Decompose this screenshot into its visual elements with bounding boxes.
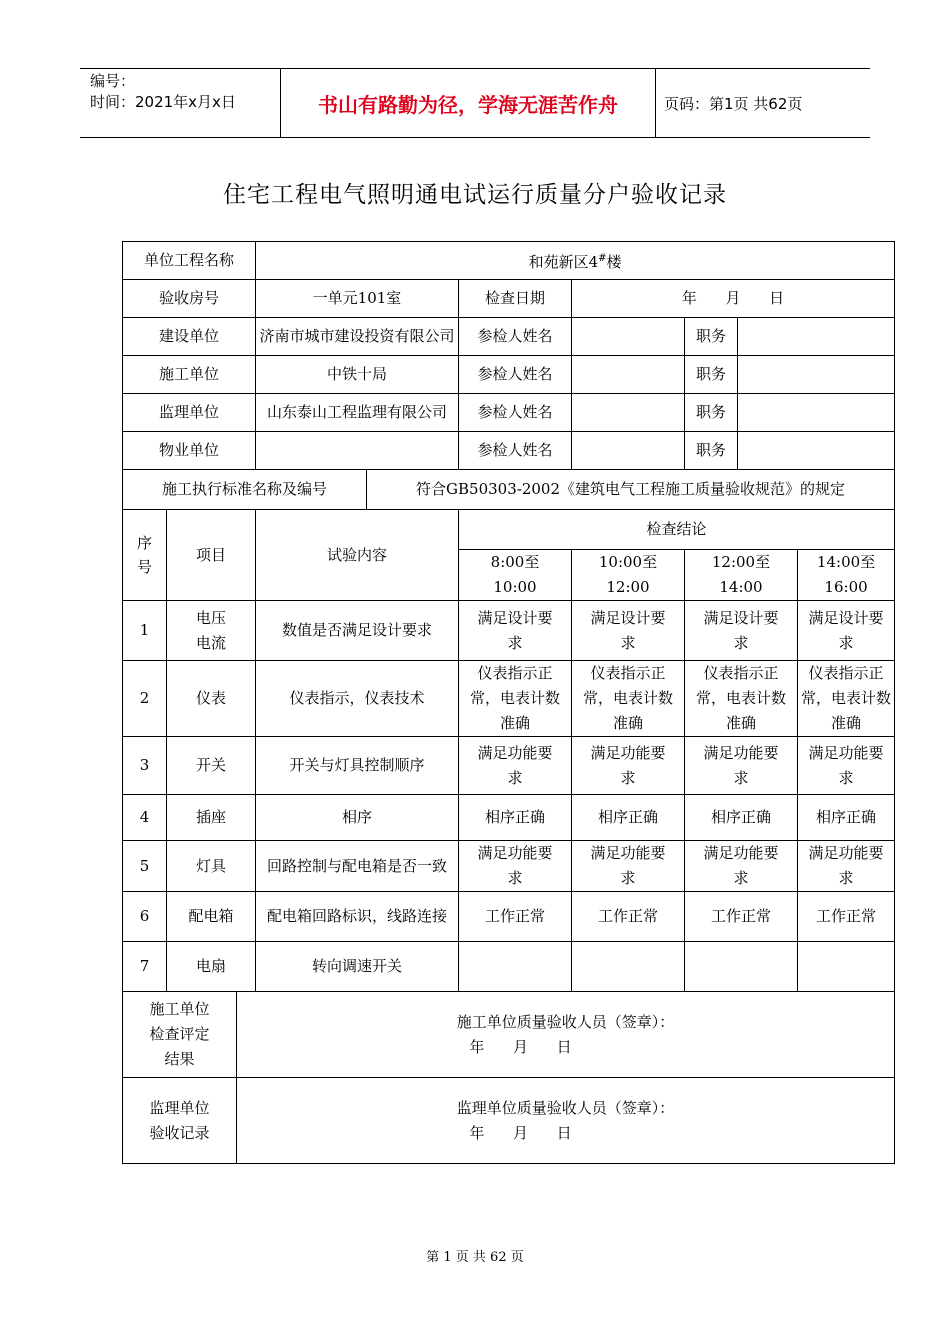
row-result: [459, 942, 572, 992]
time-slot: 10:00至 12:00: [572, 550, 685, 601]
inspector-value: [572, 432, 685, 470]
row-result: [798, 942, 895, 992]
inspector-label: 参检人姓名: [459, 318, 572, 356]
check-row: [123, 601, 895, 661]
position-value: [738, 432, 895, 470]
unit-label: 建设单位: [123, 318, 256, 356]
header-meta: [80, 69, 280, 137]
row-result: 满足功能要求: [685, 841, 798, 892]
col-item-header: 项目: [167, 510, 256, 601]
supervision-signoff-row: [123, 1078, 895, 1164]
time-slot: 12:00至 14:00: [685, 550, 798, 601]
project-row: [123, 242, 895, 280]
position-value: [738, 394, 895, 432]
row-result: 满足功能要求: [798, 841, 895, 892]
check-rows: [123, 601, 895, 992]
inspector-value: [572, 318, 685, 356]
inspector-label: 参检人姓名: [459, 394, 572, 432]
check-row: [123, 841, 895, 892]
row-result: 工作正常: [572, 892, 685, 942]
row-result: 相序正确: [685, 795, 798, 841]
row-no: 6: [123, 892, 167, 942]
room-label: 验收房号: [123, 280, 256, 318]
row-content: 仪表指示，仪表技术: [256, 661, 459, 737]
row-result: 满足功能要求: [459, 841, 572, 892]
inspector-label: 参检人姓名: [459, 356, 572, 394]
row-result: 仪表指示正常，电表计数准确: [459, 661, 572, 737]
row-result: 满足功能要求: [798, 737, 895, 795]
unit-value: [256, 432, 459, 470]
time-label: 时间：2021年x月x日: [90, 93, 236, 111]
row-content: 配电箱回路标识，线路连接: [256, 892, 459, 942]
row-result: 满足设计要求: [685, 601, 798, 661]
row-item: 插座: [167, 795, 256, 841]
row-result: 满足功能要求: [572, 841, 685, 892]
unit-label: 施工单位: [123, 356, 256, 394]
date-value: 年 月 日: [572, 280, 895, 318]
row-result: [572, 942, 685, 992]
check-row: [123, 795, 895, 841]
row-result: [685, 942, 798, 992]
row-result: 工作正常: [459, 892, 572, 942]
row-result: 仪表指示正常，电表计数准确: [798, 661, 895, 737]
row-content: 开关与灯具控制顺序: [256, 737, 459, 795]
time-slot: 8:00至 10:00: [459, 550, 572, 601]
position-label: 职务: [685, 394, 738, 432]
check-row: [123, 661, 895, 737]
position-label: 职务: [685, 318, 738, 356]
date-label: 检查日期: [459, 280, 572, 318]
unit-row: [123, 318, 895, 356]
row-content: 数值是否满足设计要求: [256, 601, 459, 661]
row-result: 满足功能要求: [459, 737, 572, 795]
number-label: 编号：: [90, 72, 136, 90]
supervision-signature: 监理单位质量验收人员（签章）： 年 月 日: [237, 1078, 895, 1164]
col-result-header: 检查结论: [459, 510, 895, 550]
position-label: 职务: [685, 432, 738, 470]
row-content: 回路控制与配电箱是否一致: [256, 841, 459, 892]
record-table: [122, 241, 895, 1164]
page-footer: 第 1 页 共 62 页: [426, 1250, 524, 1265]
row-content: 转向调速开关: [256, 942, 459, 992]
row-item: 灯具: [167, 841, 256, 892]
unit-value: 山东泰山工程监理有限公司: [256, 394, 459, 432]
inspector-value: [572, 356, 685, 394]
construction-signature: 施工单位质量验收人员（签章）： 年 月 日: [237, 992, 895, 1078]
row-no: 5: [123, 841, 167, 892]
page-title: 住宅工程电气照明通电试运行质量分户验收记录: [223, 182, 727, 208]
row-result: 满足设计要求: [572, 601, 685, 661]
unit-row: [123, 356, 895, 394]
row-result: 满足功能要求: [572, 737, 685, 795]
row-result: 相序正确: [798, 795, 895, 841]
position-label: 职务: [685, 356, 738, 394]
header-motto: 书山有路勤为径，学海无涯苦作舟: [280, 69, 656, 137]
row-no: 2: [123, 661, 167, 737]
supervision-label: 监理单位验收记录: [123, 1078, 237, 1164]
row-no: 3: [123, 737, 167, 795]
row-result: 工作正常: [685, 892, 798, 942]
row-item: 仪表: [167, 661, 256, 737]
check-row: [123, 942, 895, 992]
position-value: [738, 318, 895, 356]
unit-row: [123, 432, 895, 470]
col-content-header: 试验内容: [256, 510, 459, 601]
col-no-header: 序号: [123, 510, 167, 601]
row-result: 仪表指示正常，电表计数准确: [685, 661, 798, 737]
construction-label: 施工单位检查评定结果: [123, 992, 237, 1078]
row-result: 满足设计要求: [798, 601, 895, 661]
check-row: [123, 737, 895, 795]
row-no: 7: [123, 942, 167, 992]
check-row: [123, 892, 895, 942]
row-item: 电压电流: [167, 601, 256, 661]
row-no: 4: [123, 795, 167, 841]
row-item: 开关: [167, 737, 256, 795]
unit-row: [123, 394, 895, 432]
unit-label: 物业单位: [123, 432, 256, 470]
row-item: 电扇: [167, 942, 256, 992]
row-item: 配电箱: [167, 892, 256, 942]
checks-header-row: [123, 510, 895, 550]
row-content: 相序: [256, 795, 459, 841]
row-result: 满足功能要求: [685, 737, 798, 795]
standard-label: 施工执行标准名称及编号: [123, 470, 367, 510]
project-label: 单位工程名称: [123, 242, 256, 280]
row-result: 相序正确: [459, 795, 572, 841]
standard-value: 符合GB50303-2002《建筑电气工程施工质量验收规范》的规定: [367, 470, 895, 510]
time-slot: 14:00至 16:00: [798, 550, 895, 601]
row-result: 相序正确: [572, 795, 685, 841]
row-result: 仪表指示正常，电表计数准确: [572, 661, 685, 737]
inspector-label: 参检人姓名: [459, 432, 572, 470]
unit-label: 监理单位: [123, 394, 256, 432]
row-result: 满足设计要求: [459, 601, 572, 661]
room-row: [123, 280, 895, 318]
page-header: [80, 68, 870, 138]
standard-row: [123, 470, 895, 510]
row-result: 工作正常: [798, 892, 895, 942]
room-value: 一单元101室: [256, 280, 459, 318]
position-value: [738, 356, 895, 394]
construction-signoff-row: [123, 992, 895, 1078]
inspector-value: [572, 394, 685, 432]
row-no: 1: [123, 601, 167, 661]
unit-value: 中铁十局: [256, 356, 459, 394]
unit-value: 济南市城市建设投资有限公司: [256, 318, 459, 356]
header-page-label: 页码：第1页 共62页: [664, 94, 803, 113]
project-value: 和苑新区4#楼: [256, 242, 895, 280]
